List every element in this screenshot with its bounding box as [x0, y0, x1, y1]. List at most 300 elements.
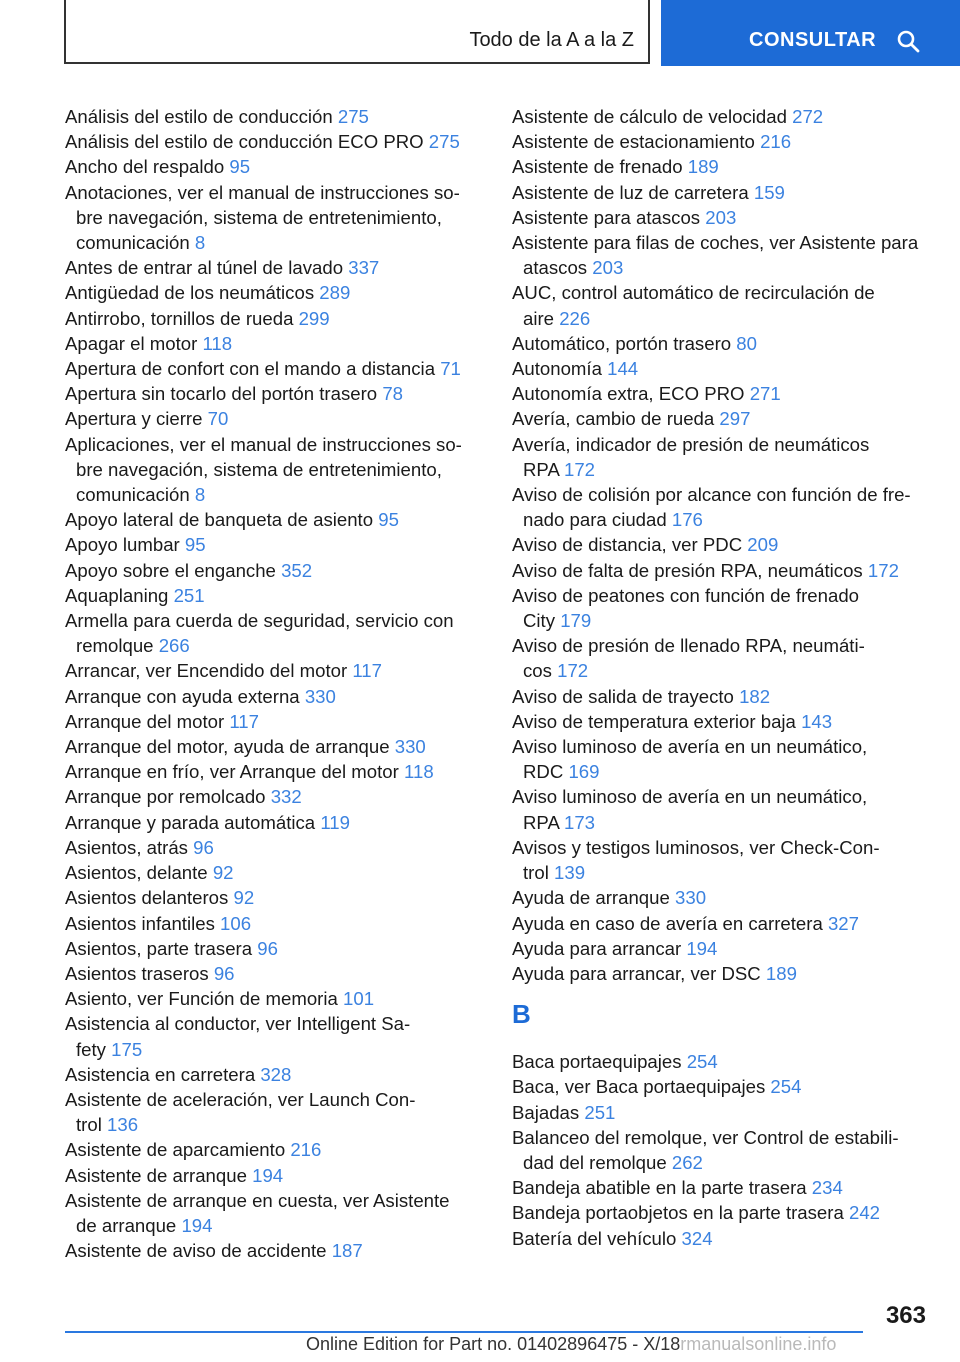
top-navigation — [0, 0, 960, 66]
page-reference-link[interactable]: 254 — [770, 1076, 802, 1098]
index-entry-term: aire — [523, 307, 555, 329]
index-entry-text — [512, 684, 932, 709]
page-reference-link[interactable]: 275 — [337, 106, 369, 127]
index-entry-term: cos — [523, 660, 552, 682]
index-entry-term: Aviso de distancia, ver PDC — [512, 534, 743, 556]
index-entry-text — [512, 381, 932, 406]
index-entry — [512, 911, 932, 936]
page-reference-link[interactable]: 117 — [352, 660, 382, 682]
page-reference-link[interactable]: 92 — [233, 887, 255, 909]
index-entry-term: Asientos delanteros — [65, 887, 229, 909]
index-entry-text — [512, 911, 932, 936]
page-reference-link[interactable]: 234 — [811, 1177, 843, 1199]
index-entry-term: Aviso luminoso de avería en un neumático, — [512, 786, 868, 808]
index-entry — [512, 331, 932, 356]
page-reference-link[interactable]: 101 — [343, 988, 375, 1010]
index-entry — [512, 558, 932, 583]
index-entry — [65, 810, 475, 835]
page-reference-link[interactable]: 297 — [719, 408, 751, 430]
page-reference-link[interactable]: 143 — [801, 710, 833, 732]
index-entry-text — [65, 104, 475, 129]
index-entry — [512, 633, 932, 683]
page-number: 363 — [885, 1302, 926, 1329]
tab-consult[interactable] — [661, 0, 960, 66]
index-entry-term: Bajadas — [512, 1101, 580, 1123]
page-reference-link[interactable]: 182 — [739, 685, 771, 707]
index-entry — [65, 507, 475, 532]
index-entry — [65, 558, 475, 583]
index-entry-term: Aviso de falta de presión RPA, neumáticos — [512, 559, 863, 581]
index-entry-term: Asistencia al conductor, ver Intelligent Sa‐ — [65, 1013, 411, 1035]
index-entry-text — [512, 658, 932, 683]
index-entry-term: Asientos, delante — [65, 862, 208, 884]
index-entry-term: trol — [523, 862, 549, 884]
index-entry-term: RPA — [523, 811, 559, 833]
index-entry-text — [512, 1226, 932, 1251]
page-reference-link[interactable]: 187 — [331, 1240, 363, 1262]
index-entry — [65, 180, 475, 256]
index-entry-term: atascos — [523, 257, 588, 279]
index-entry — [65, 583, 475, 608]
page-reference-link[interactable]: 251 — [584, 1101, 616, 1123]
index-entry — [512, 1074, 932, 1099]
page-reference-link[interactable]: 330 — [394, 736, 426, 758]
page-reference-link[interactable]: 106 — [220, 912, 252, 934]
index-entry-term: Asistente de frenado — [512, 156, 683, 178]
page-reference-link[interactable]: 96 — [193, 836, 214, 858]
index-entry — [65, 280, 475, 305]
index-entry — [65, 1011, 475, 1061]
page-reference-link[interactable]: 328 — [260, 1063, 292, 1085]
index-entry — [512, 280, 932, 330]
index-entry — [65, 104, 475, 129]
index-entry-text — [65, 381, 475, 406]
footer-divider — [65, 1331, 863, 1333]
index-entry-text — [65, 936, 475, 961]
index-entry-text — [65, 1087, 475, 1112]
page-reference-link[interactable]: 299 — [298, 307, 330, 329]
index-entry — [65, 1163, 475, 1188]
index-entry-term: Asientos, atrás — [65, 836, 188, 858]
index-entry-text — [65, 482, 475, 507]
index-entry — [512, 1125, 932, 1175]
index-entry — [65, 255, 475, 280]
index-entry — [512, 961, 932, 986]
index-entry-text — [65, 608, 475, 633]
index-entry — [65, 154, 475, 179]
page-reference-link[interactable]: 119 — [320, 811, 350, 833]
index-entry — [65, 1238, 475, 1263]
index-entry-term: Asiento, ver Función de memoria — [65, 988, 338, 1010]
index-entry-text — [65, 734, 475, 759]
page-reference-link[interactable]: 194 — [686, 937, 718, 959]
page-reference-link[interactable]: 95 — [229, 156, 251, 178]
page-reference-link[interactable]: 330 — [675, 887, 707, 909]
footer-watermark: rmanualsonline.info — [680, 1334, 837, 1354]
index-entry — [512, 709, 932, 734]
index-entry-text — [65, 1062, 475, 1087]
index-entry-text — [65, 709, 475, 734]
page-reference-link[interactable]: 172 — [867, 559, 899, 581]
index-entry — [65, 784, 475, 809]
index-entry-text — [512, 230, 932, 255]
page-reference-link[interactable]: 78 — [382, 383, 403, 405]
index-entry-text — [512, 432, 932, 457]
page-reference-link[interactable]: 139 — [554, 862, 586, 884]
index-entry-term: Avería, cambio de rueda — [512, 408, 715, 430]
index-entry — [512, 1226, 932, 1251]
index-entry-text — [65, 507, 475, 532]
page-reference-link[interactable]: 251 — [173, 584, 205, 606]
index-entry-text — [65, 835, 475, 860]
page-reference-link[interactable]: 242 — [848, 1202, 881, 1224]
index-entry-term: Asistente de aviso de accidente — [65, 1240, 327, 1262]
index-entry-text — [65, 810, 475, 835]
page-reference-link[interactable]: 189 — [765, 962, 797, 984]
index-entry-text — [512, 255, 932, 280]
page-reference-link[interactable]: 169 — [568, 761, 600, 783]
index-entry-text — [65, 961, 475, 986]
index-entry-term: Baca portaequipajes — [512, 1051, 682, 1073]
index-entry — [65, 532, 475, 557]
page-reference-link[interactable]: 289 — [319, 282, 351, 304]
page-reference-link[interactable]: 144 — [607, 358, 639, 380]
index-entry — [65, 1087, 475, 1137]
index-entry-term: Asistente de aparcamiento — [65, 1139, 286, 1161]
index-entry — [512, 205, 932, 230]
index-entry-term: Arranque en frío, ver Arranque del motor — [65, 761, 399, 783]
index-entry-text — [65, 1163, 475, 1188]
index-entry-term: Apoyo lumbar — [65, 534, 180, 556]
index-entry-term: Baca, ver Baca portaequipajes — [512, 1076, 766, 1098]
index-entry-text — [512, 633, 932, 658]
index-entry — [65, 658, 475, 683]
index-entry-text — [512, 1200, 932, 1225]
page-reference-link[interactable]: 92 — [212, 862, 234, 884]
page-reference-link[interactable]: 272 — [792, 106, 824, 127]
index-entry-term: dad del remolque — [523, 1151, 667, 1173]
index-entry-term: trol — [76, 1114, 102, 1136]
index-entry-term: Asistente de arranque — [65, 1164, 247, 1186]
page-reference-link[interactable]: 118 — [404, 761, 434, 783]
index-entry-term: remolque — [76, 635, 154, 657]
page-reference-link[interactable]: 262 — [671, 1151, 703, 1173]
page-reference-link[interactable]: 96 — [213, 962, 235, 984]
index-entry-text — [512, 129, 932, 154]
index-entry-term: Automático, portón trasero — [512, 332, 732, 354]
index-entry — [512, 1175, 932, 1200]
page-reference-link[interactable]: 8 — [194, 232, 206, 254]
index-entry — [512, 532, 932, 557]
index-entry — [65, 129, 475, 154]
index-entry-text — [65, 633, 475, 658]
index-entry — [65, 961, 475, 986]
index-entry-term: Avisos y testigos luminosos, ver Check-Con‐ — [512, 836, 880, 858]
index-entry-text — [65, 860, 475, 885]
page-reference-link[interactable]: 71 — [440, 358, 461, 380]
index-entry-term: City — [523, 610, 556, 632]
index-entry-term: AUC, control automático de recirculación de — [512, 282, 875, 304]
index-entry-text — [512, 180, 932, 205]
index-entry-text — [65, 558, 475, 583]
index-entry-text — [512, 457, 932, 482]
page-reference-link[interactable]: 179 — [560, 610, 592, 632]
page-reference-link[interactable]: 275 — [428, 131, 460, 153]
index-entry-term: Asistente para atascos — [512, 206, 701, 228]
index-entry-term: Apoyo sobre el enganche — [65, 559, 276, 581]
page-reference-link[interactable]: 172 — [564, 458, 596, 480]
index-entry-term: Aviso de peatones con función de frenado — [512, 584, 859, 606]
index-entry — [512, 482, 932, 532]
index-entry-text — [512, 356, 932, 381]
page-reference-link[interactable]: 176 — [671, 509, 703, 531]
index-entry — [512, 104, 932, 129]
index-entry-text — [65, 911, 475, 936]
index-entry-term: bre navegación, sistema de entretenimiento, — [76, 206, 442, 228]
index-entry-text — [512, 306, 932, 331]
index-entry-text — [512, 1150, 932, 1175]
index-entry-text — [65, 1037, 475, 1062]
index-entry-text — [65, 255, 475, 280]
page-reference-link[interactable]: 117 — [229, 710, 259, 732]
section-letter: B — [512, 999, 531, 1030]
index-entry-term: Balanceo del remolque, ver Control de estabili‐ — [512, 1126, 899, 1148]
index-entry — [65, 885, 475, 910]
index-entry-text — [65, 1238, 475, 1263]
index-entry-text — [512, 104, 932, 129]
page-reference-link[interactable]: 203 — [592, 257, 624, 279]
search-icon[interactable] — [896, 29, 920, 53]
index-entry — [512, 784, 932, 834]
index-entry — [65, 709, 475, 734]
index-entry — [65, 759, 475, 784]
index-entry-term: Arrancar, ver Encendido del motor — [65, 660, 348, 682]
index-entry-text — [65, 356, 475, 381]
index-entry-text — [65, 532, 475, 557]
index-entry-text — [65, 885, 475, 910]
page-reference-link[interactable]: 172 — [557, 660, 589, 682]
index-entry — [512, 1100, 932, 1125]
page-reference-link[interactable]: 254 — [686, 1051, 718, 1073]
index-entry — [65, 406, 475, 431]
page-reference-link[interactable]: 266 — [158, 635, 190, 657]
page-reference-link[interactable]: 118 — [202, 332, 233, 354]
index-entry-term: Análisis del estilo de conducción — [65, 106, 333, 127]
tab-a-to-z[interactable] — [64, 0, 650, 64]
index-entry-text — [65, 406, 475, 431]
page-reference-link[interactable]: 226 — [559, 307, 591, 329]
index-entry — [512, 1200, 932, 1225]
index-entry-term: Arranque y parada automática — [65, 811, 316, 833]
index-entry — [65, 734, 475, 759]
index-entry-text — [65, 1011, 475, 1036]
index-entry-term: Asistente de estacionamiento — [512, 131, 755, 153]
index-entry-text — [65, 205, 475, 230]
footer-edition-text: Online Edition for Part no. 01402896475 - X/18 — [306, 1334, 681, 1354]
index-entry-term: Aviso de colisión por alcance con función de fre‐ — [512, 484, 911, 506]
index-group-b — [512, 1049, 932, 1251]
index-entry-text — [65, 331, 475, 356]
page-reference-link[interactable]: 95 — [378, 509, 399, 531]
index-entry — [65, 986, 475, 1011]
index-entry-text — [512, 482, 932, 507]
index-entry-text — [65, 583, 475, 608]
index-entry-text — [65, 986, 475, 1011]
index-entry-term: Arranque por remolcado — [65, 786, 266, 808]
index-entry-text — [65, 1137, 475, 1162]
page-reference-link[interactable]: 194 — [252, 1164, 284, 1186]
index-entry — [65, 684, 475, 709]
index-entry-term: Apertura y cierre — [65, 408, 203, 430]
index-entry — [512, 936, 932, 961]
index-entry — [65, 835, 475, 860]
index-entry — [512, 406, 932, 431]
index-entry-term: RPA — [523, 458, 559, 480]
index-column-right — [512, 104, 932, 1251]
index-entry-text — [512, 507, 932, 532]
index-entry — [512, 180, 932, 205]
index-entry-text — [512, 583, 932, 608]
index-entry-term: Ayuda para arrancar — [512, 937, 682, 959]
index-entry-text — [512, 759, 932, 784]
index-entry-text — [512, 154, 932, 179]
index-entry-term: Asistente de luz de carretera — [512, 181, 749, 203]
index-entry — [65, 381, 475, 406]
index-entry-term: Antes de entrar al túnel de lavado — [65, 257, 344, 279]
index-entry — [512, 1049, 932, 1074]
index-entry-term: Autonomía extra, ECO PRO — [512, 383, 745, 405]
index-entry-term: comunicación — [76, 484, 190, 506]
index-entry-term: Asientos infantiles — [65, 912, 215, 934]
index-entry-text — [512, 860, 932, 885]
page-reference-link[interactable]: 332 — [270, 786, 302, 808]
page-reference-link[interactable]: 159 — [753, 181, 785, 203]
index-entry-text — [65, 759, 475, 784]
index-entry-term: Antirrobo, tornillos de rueda — [65, 307, 294, 329]
index-entry — [65, 860, 475, 885]
index-entry-text — [65, 432, 475, 457]
index-entry-term: Bandeja abatible en la parte trasera — [512, 1177, 807, 1199]
page-reference-link[interactable]: 271 — [749, 383, 781, 405]
page-reference-link[interactable]: 209 — [747, 534, 779, 556]
page-reference-link[interactable]: 175 — [111, 1038, 143, 1060]
index-entry-text — [512, 280, 932, 305]
page-reference-link[interactable]: 324 — [681, 1227, 713, 1249]
page-reference-link[interactable]: 70 — [207, 408, 229, 430]
index-entry — [65, 936, 475, 961]
page-reference-link[interactable]: 8 — [194, 484, 206, 506]
page-reference-link[interactable]: 337 — [348, 257, 380, 279]
index-entry-text — [512, 1125, 932, 1150]
index-group-a — [512, 104, 932, 986]
index-entry-term: Arranque del motor, ayuda de arranque — [65, 736, 390, 758]
index-entry-term: Anotaciones, ver el manual de instrucciones so‐ — [65, 181, 460, 203]
index-entry — [512, 432, 932, 482]
index-entry-term: Asistente de aceleración, ver Launch Con‐ — [65, 1088, 416, 1110]
index-entry-term: comunicación — [76, 232, 190, 254]
page-reference-link[interactable]: 80 — [736, 332, 757, 354]
index-entry-term: nado para ciudad — [523, 509, 667, 531]
index-entry — [65, 911, 475, 936]
index-entry — [65, 1062, 475, 1087]
page-reference-link[interactable]: 330 — [304, 685, 336, 707]
index-entry-text — [512, 961, 932, 986]
page-reference-link[interactable]: 95 — [184, 534, 206, 556]
index-entry-text — [512, 709, 932, 734]
page-reference-link[interactable]: 173 — [564, 811, 596, 833]
index-entry-term: Aquaplaning — [65, 584, 169, 606]
index-entry-term: Ayuda para arrancar, ver DSC — [512, 962, 761, 984]
index-entry-term: Armella para cuerda de seguridad, servicio con — [65, 610, 454, 632]
index-entry — [65, 1137, 475, 1162]
page-reference-link[interactable]: 136 — [107, 1114, 139, 1136]
index-entry-text — [512, 885, 932, 910]
index-entry — [512, 885, 932, 910]
index-entry-term: Apertura de confort con el mando a distancia — [65, 358, 436, 380]
index-entry-text — [512, 1049, 932, 1074]
index-entry — [512, 129, 932, 154]
index-entry-text — [512, 784, 932, 809]
page-reference-link[interactable]: 96 — [257, 937, 278, 959]
index-entry-text — [65, 784, 475, 809]
index-entry — [65, 1188, 475, 1238]
page-reference-link[interactable]: 189 — [687, 156, 719, 178]
index-entry-term: Batería del vehículo — [512, 1227, 677, 1249]
index-entry-text — [65, 1213, 475, 1238]
index-entry-text — [65, 129, 475, 154]
index-entry-text — [512, 810, 932, 835]
index-entry-term: Aplicaciones, ver el manual de instrucciones so‐ — [65, 433, 462, 455]
index-entry — [512, 381, 932, 406]
index-entry-text — [512, 406, 932, 431]
index-entry-text — [512, 936, 932, 961]
index-entry-term: Avería, indicador de presión de neumáticos — [512, 433, 870, 455]
index-entry-text — [512, 1175, 932, 1200]
index-entry-text — [65, 154, 475, 179]
index-entry-term: Aviso de temperatura exterior baja — [512, 710, 796, 732]
index-entry-term: Apoyo lateral de banqueta de asiento — [65, 509, 374, 531]
index-entry-term: Apagar el motor — [65, 332, 198, 354]
index-entry-text — [65, 1188, 475, 1213]
tab-a-to-z-label: Todo de la A a la Z — [469, 29, 634, 51]
page-reference-link[interactable]: 216 — [760, 131, 792, 153]
footer — [306, 1334, 836, 1355]
index-entry-text — [512, 734, 932, 759]
page-reference-link[interactable]: 194 — [181, 1214, 213, 1236]
index-entry-text — [65, 280, 475, 305]
index-entry — [512, 684, 932, 709]
page-reference-link[interactable]: 327 — [827, 912, 859, 934]
page-reference-link[interactable]: 216 — [290, 1139, 322, 1161]
index-entry-term: Asistencia en carretera — [65, 1063, 256, 1085]
index-entry-term: Aviso de salida de trayecto — [512, 685, 734, 707]
index-entry-term: Ancho del respaldo — [65, 156, 225, 178]
index-entry-text — [512, 558, 932, 583]
page-reference-link[interactable]: 203 — [705, 206, 737, 228]
index-entry-text — [65, 306, 475, 331]
index-entry-text — [512, 1100, 932, 1125]
index-entry-term: Asistente de arranque en cuesta, ver Asistente — [65, 1189, 450, 1211]
index-entry-text — [65, 684, 475, 709]
index-entry-text — [65, 1112, 475, 1137]
index-entry-text — [65, 230, 475, 255]
index-entry — [512, 835, 932, 885]
index-entry-text — [65, 658, 475, 683]
index-entry-term: Asientos traseros — [65, 962, 209, 984]
page-reference-link[interactable]: 352 — [281, 559, 313, 581]
index-entry-term: Arranque con ayuda externa — [65, 685, 300, 707]
index-column-left — [65, 104, 475, 1263]
